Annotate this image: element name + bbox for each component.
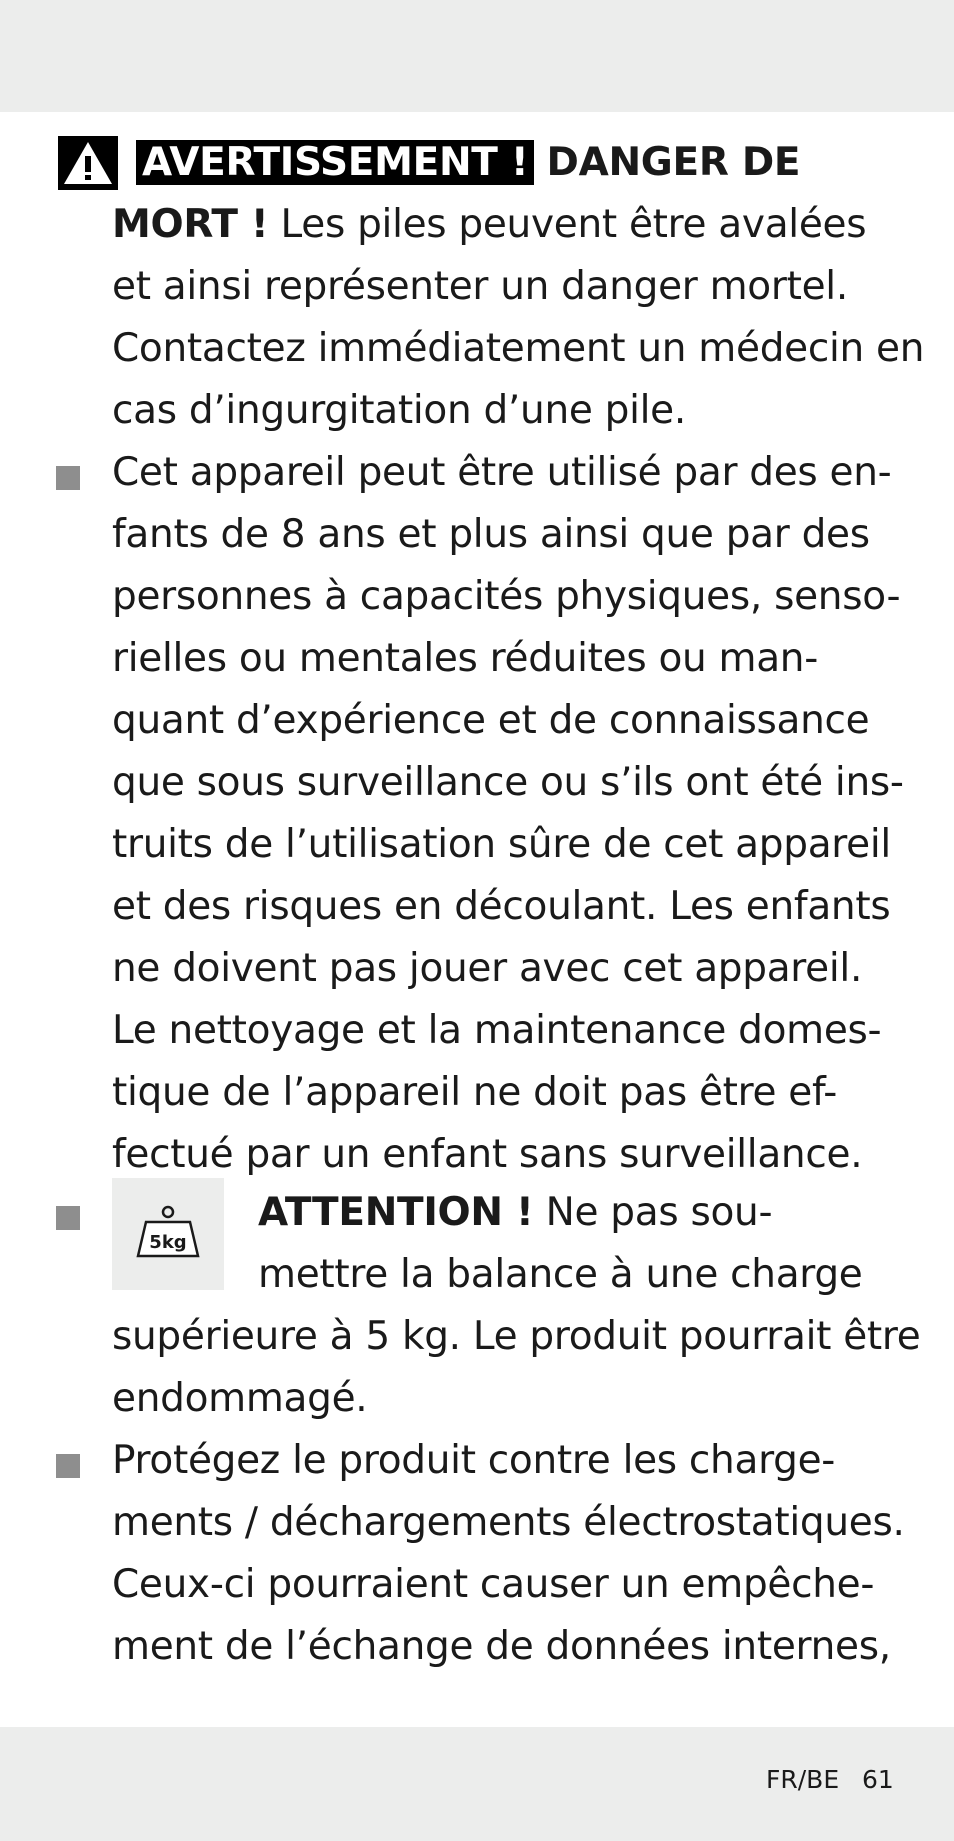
footer-language: FR/BE <box>766 1765 840 1794</box>
warning-headline-1: DANGER DE <box>546 140 801 185</box>
warning-badge: AVERTISSEMENT ! <box>136 140 534 185</box>
page-number: 61 <box>862 1765 894 1794</box>
weight-5kg-icon <box>112 1178 224 1290</box>
warning-line-3: Contactez immédiatement un médecin en <box>112 326 925 371</box>
children-line: Le nettoyage et la maintenance domes- <box>112 1008 882 1053</box>
load-line-1-text: Ne pas sou- <box>533 1190 773 1235</box>
children-line: truits de l’utilisation sûre de cet appareil <box>112 822 891 867</box>
children-line: Cet appareil peut être utilisé par des en- <box>112 450 892 495</box>
children-line: et des risques en découlant. Les enfants <box>112 884 891 929</box>
static-line: Ceux-ci pourraient causer un empêche- <box>112 1562 875 1607</box>
static-line: ments / déchargements électrostatiques. <box>112 1500 905 1545</box>
children-line: fants de 8 ans et plus ainsi que par des <box>112 512 870 557</box>
weight-icon-label: 5kg <box>149 1232 187 1253</box>
bullet-square-icon <box>56 466 80 490</box>
warning-line-1 <box>112 194 866 256</box>
static-line: Protégez le produit contre les charge- <box>112 1438 836 1483</box>
warning-headline <box>136 132 800 194</box>
warning-headline-2: MORT ! <box>112 202 269 247</box>
warning-line-1-text: Les piles peuvent être avalées <box>268 202 867 247</box>
top-margin-band <box>0 0 954 112</box>
static-line: ment de l’échange de données internes, <box>112 1624 891 1669</box>
children-line: rielles ou mentales réduites ou man- <box>112 636 818 681</box>
children-line: tique de l’appareil ne doit pas être ef- <box>112 1070 838 1115</box>
children-line: que sous surveillance ou s’ils ont été ins- <box>112 760 904 805</box>
load-line-4: endommagé. <box>112 1376 368 1421</box>
children-line: ne doivent pas jouer avec cet appareil. <box>112 946 863 991</box>
load-line-2: mettre la balance à une charge <box>258 1252 863 1297</box>
attention-label: ATTENTION ! <box>258 1190 534 1235</box>
bullet-square-icon <box>56 1206 80 1230</box>
children-line: fectué par un enfant sans surveillance. <box>112 1132 863 1177</box>
warning-line-4: cas d’ingurgitation d’une pile. <box>112 388 686 433</box>
load-line-3: supérieure à 5 kg. Le produit pourrait être <box>112 1314 921 1359</box>
children-line: quant d’expérience et de connaissance <box>112 698 870 743</box>
warning-triangle-icon <box>58 136 118 190</box>
warning-line-2: et ainsi représenter un danger mortel. <box>112 264 848 309</box>
load-line-1 <box>258 1182 772 1244</box>
bullet-square-icon <box>56 1454 80 1478</box>
children-line: personnes à capacités physiques, senso- <box>112 574 901 619</box>
